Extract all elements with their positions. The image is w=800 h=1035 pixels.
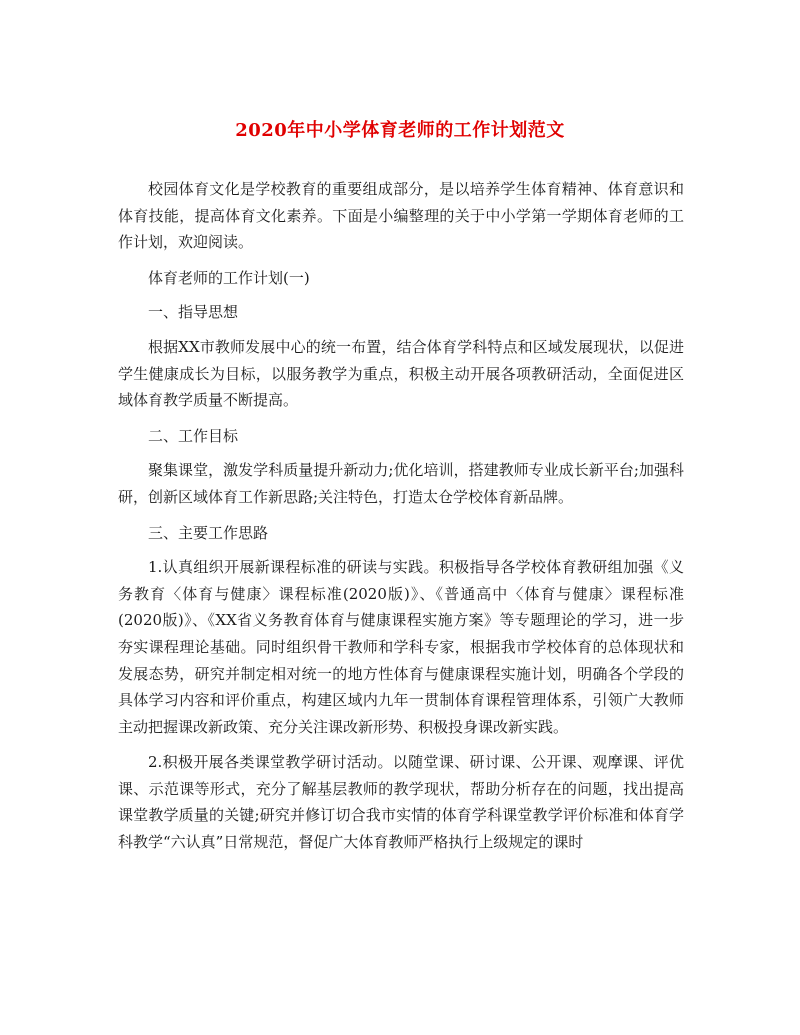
intro-paragraph: 校园体育文化是学校教育的重要组成部分，是以培养学生体育精神、体育意识和体育技能，提高体育文化素养。下面是小编整理的关于中小学第一学期体育老师的工作计划，欢迎阅读。 (118, 180, 684, 252)
main-idea-item-2: 2.积极开展各类课堂教学研讨活动。以随堂课、研讨课、公开课、观摩课、评优课、示范课等形式，充分了解基层教师的教学现状，帮助分析存在的问题，找出提高课堂教学质量的关键;研究并修订切合我市实情的体育学科课堂教学评价标准和体育学科教学“六认真”日常规范，督促广大体育教师严格执行上级规定的课时 (118, 753, 684, 852)
section-heading-guiding-thought: 一、指导思想 (148, 303, 239, 322)
work-goals-paragraph: 聚集课堂，激发学科质量提升新动力;优化培训，搭建教师专业成长新平台;加强科研，创新区域体育工作新思路;关注特色，打造太仓学校体育新品牌。 (118, 461, 684, 506)
plan-heading: 体育老师的工作计划(一) (148, 268, 310, 287)
guiding-thought-paragraph: 根据XX市教师发展中心的统一布置，结合体育学科特点和区域发展现状，以促进学生健康成长为目标，以服务教学为重点，积极主动开展各项教研活动，全面促进区域体育教学质量不断提高。 (118, 337, 684, 410)
document-title: 2020年中小学体育老师的工作计划范文 (235, 120, 565, 141)
section-heading-main-ideas: 三、主要工作思路 (148, 523, 269, 542)
section-heading-work-goals: 二、工作目标 (148, 426, 239, 445)
document-body (118, 176, 684, 865)
main-idea-item-1: 1.认真组织开展新课程标准的研读与实践。积极指导各学校体育教研组加强《义务教育〈体育与健康〉课程标准(2020版)》、《普通高中〈体育与健康〉课程标准(2020版)》、《XX省义务教育体育与健康课程实施方案》等专题理论的学习，进一步夯实课程理论基础。同时组织骨干教师和学科专家，根据我市学校体育的总体现状和发展态势，研究并制定相对统一的地方性体育与健康课程实施计划，明确各个学段的具体学习内容和评价重点，构建区域内九年一贯制体育课程管理体系，引领广大教师主动把握课改新政策、充分关注课改新形势、积极投身课改新实践。 (118, 558, 684, 736)
